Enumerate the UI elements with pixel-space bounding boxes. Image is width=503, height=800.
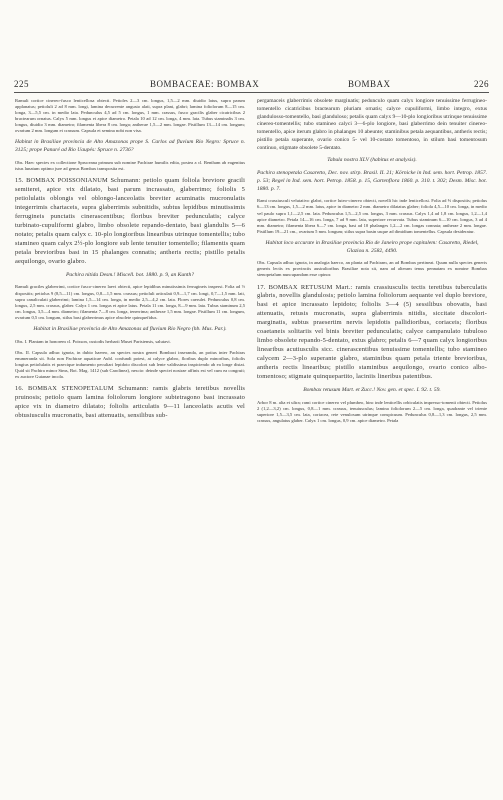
small-paragraph: Rami crassiusculi velutativo glabri, cortice luteo-cinereo obtecti, novelli hic inde lenticellosi. Folia ad ⅔ dispositis; petiolus 6—13 cm. longus, 1,5—2 mm. latus, apice in diametro 2 mm. diametro dilatatus glaber; foliola 4,5—10 cm. longa, in medio vel paulo supra 1,1—2,5 cm. lata. Pedunculus 1,5—2,5 cm. longus, 3 mm. crassus. Calyx 1,4 ad 1,8 cm. longus, 1,2—1,4 apice diametro. Petala 14—16 cm. longa, 7 ad 9 mm. lata, superiore recurvata. Tubus staminum 6—10 cm. longus, 3 ad 4 mm. diametro; filamenta libera 6—7 cm. longa, basi ad 10 phalanges 1,2—2 cm. longas connata; antherae 2 mm. longae. Pistillum 19—21 cm., ovarium 5 mm. longum; stilus supra basin usque ad dimidium tomentellus. Capsula desideratur.: [257, 198, 487, 234]
citation-paragraph: Habitat loco accurate in Brasiliae provincia Rio de Janeiro prope capitalem: Casaretto, Riedel, Glaziou n. 2582, 4490.: [265, 239, 479, 254]
small-paragraph: Ramuli graciles glaberrimi, cortice fusco-cinereo laevi obtecti, apice lepidibus minutissimis ferrugineis inspersi. Folia ad ½ dispositis; petiolus 9 (8,5—11) cm. longus, 0,8—1,5 mm. crassus; petioluli articulati 0,9—1,7 cm. longi, 0,7—1,5 mm. lati, supra canaliculati glaberrimi; lamina 1,5—14 cm. longa, in medio 2,5—4,2 cm. lata. Flores caerulei. Pedunculus 0,8 cm. longus, 2,5 mm. crassus, glaber. Calyx 1 cm. longus et apice latus. Petala 11 cm. longa, 8—9 mm. lata. Tubus staminum 2,5 cm. longus, 3,5—4 mm. diametro; filamenta 7—8 cm. longa, tenerrima; antherae 1,5 mm. longae. Pistillum 11 cm. longum, ovarium 0,5 cm. longum, stilus basi glaberrimus apice obsolete quinquefidus.: [15, 284, 245, 320]
left-running-title: BOMBACEAE: BOMBAX: [150, 79, 260, 89]
citation-paragraph: Pachira stenopetala Casaretto, Dec. nov. stirp. Brasil. II. 21; Körnicke in Ind. sem. hort. Petrop. 1857. p. 53; Regel in Ind. sem. hort. Petrop. 1858. p. 15, Gartenflora 1860. p. 310. t. 302; Desm. Misc. bot. 1880. p. 7.: [257, 170, 487, 192]
small-paragraph: Obs. II. Capsula adhuc ignota, in dubio haereo, an species nostra generi Bombaci inseranda, an potius inter Pachiras enumeranda sit. Sola non Pachirae aquaticae Aubl. confundi potest, at calyce glabro, floribus duplo minoribus, foliolis longius petiolulatis et praecique indumento peculiari lepidoto discolori sub lente valdissima inspiciendo ab ea longe distat. Quid sit Pachira minor Sims, Bot. Mag. 1412 (sub Carolinea), nescio: deinde speciei nostrae affinis est vel cum ea congruit; ex auctore Guianae incola.: [15, 349, 245, 379]
species-heading: 16. BOMBAX STENOPETALUM Schumann: ramis glabris teretibus novellis pruinosis; petiolo quam lamina foliolorum longiore subtetragono basi incrassato apice vix in diametro dilatato; foliolis articulatis 9—11 lanceolatis acutis vel obtusiusculis mucronatis, basi attenuatis, sensilibus sub-: [15, 385, 245, 419]
right-page-number: 226: [474, 79, 489, 89]
small-paragraph: Obs. Capsula adhuc ignota, in analogia haerco, an planta ad Pachiram, an ad Bombax pertineat. Quum nulla species generis generis lectis ex provinciis australioribus Brasiliae nota sit, nam ad alteram tenus pennatam ex nomine Bombax stenopetalum nuncupandam esse opinor.: [257, 260, 487, 278]
right-running-title: BOMBAX: [348, 79, 391, 89]
small-paragraph: Obs. I. Plantam in honorem cl. Poisson, custodis herbarii Musei Parisiensis, salutavi.: [15, 338, 171, 344]
left-column: [15, 98, 245, 426]
small-paragraph: Obs. Haec species ex collectione Spruceana primum sub nomine Pachirae humilis edita, postea a cl. Bentham ab eagenitus istus lunatum optimo jure ad genus Bombax transposita est.: [15, 159, 245, 171]
species-heading: 17. BOMBAX RETUSUM Mart.: ramis crassiusculis tectis teretibus tuberculatis glabris, novellis glandulosis; petiolo lamina foliolorum aequante vel duplo breviore, basi et apice incrassato lepidoto; foliolis 3—4 (5) sessilibus obovatis, basi attenuatis, retusis mucronatis, supra glaberrimis nitidis, siccitate discolori-marginatis, subtus praesertim nervis lepidotis pallidioribus, coriaceis; floribus coaetaneis solitariis vel binis breviter pedunculatis; calyce campanulato tubuloso limbo obsolete repando-5-dentato, extus glabro; petalis 6—7 quam calyx longioribus linearibus acutiusculis sicc. cinerascentibus tenuissime tomentellis; tubo stamineo calycem 2—3-plo superante glabro, staminibus quam petala triente brevioribus, antheris rectis linearibus; pistillo staminibus aequilongo, ovario conico albo-tomentoso; stigmate quinquepartito, laciniis lineribus patentibus.: [257, 283, 487, 381]
running-head: [14, 79, 489, 91]
citation-paragraph: Habitat in Brasiliae provincia de Alto Amazonas prope S. Carlos ad fluvium Rio Negro: Spruce n. 3125; prope Panuré ad Rio Uaupés: Spruce n. 2736?: [15, 139, 245, 154]
citation-paragraph: Bombax retusum Mart. et Zucc.! Nov. gen. et spec. I. 92. t. 59.: [303, 387, 441, 394]
species-heading: 15. BOMBAX POISSONIANUM Schumann: petiolo quam foliola breviore gracili semiterei, apice vix dilatato, basi parum incrassato, glaberrimo; foliolis 5 petiolulatis oblongis vel oblongo-lanceolatis breviter acuminatis mucronulatis integerrimis chartaceis, supra glaberrimis subnitidis, subtus lepidibus minutissimis ferrugineis punctatis cinerascentibus; floribus breviter pedunculatis; calyce turbinato-cupuliformi glabro, limbo obsolete repando-dentato, basi glandulis 5—6 notato; petalis quam calyx c. 10-plo longioribus linearibus utrinque tomentellis; tubo stamineo quam calyx 2½-plo longiore sub lente tenuiter tomentello; filamentis quam petala brevioribus basi in 15 phalanges connatis; antheris rectis; pistillo petalis aequilongo, ovario glabro.: [15, 177, 245, 265]
small-paragraph: Arbor 8 m. alta et ultra; rami cortice cinereo vel plumbeo, hinc inde lenticellis orbiculatis impresso-tomenti obtecti. Petiolus 2 (1,2—3,2) cm. longus, 0,8—1 mm. crassus, tenuiusculus; lamina foliolorum 2—5 cm. longa, quadrante vel triente superiore 1,5—3,5 cm. lata, coriacea, rete venulosum utrinque conspicuum. Pedunculus 0,8—1,3 cm. longus, 2,5 mm. crassus, angulatus glaber. Calyx 1 cm. longus, 0,9 cm. apice diametro. Petala: [257, 399, 487, 424]
header-rule: [14, 92, 489, 93]
right-column: [257, 98, 487, 429]
citation-paragraph: Pachira nitida Desm.! Miscell. bot. 1880. p. 9, an Kunth?: [65, 271, 195, 278]
paragraph: pergamaceis glaberrimis obsolete marginatis; pedunculo quam calyx longiore tenuissime ferrugineo-tomentello cicatricibus bractearum pluriam ornatis; calyce cupuliformi, limbo integro, extus glandulosso-tomentello, basi glanduloso; petalis quam calyx 9—10-plo longioribus utrinque tenuissime cinereo-tomentellis; tubo stamineo calyci 3—6-plo longiore, basi glaberrimo dein tenuiter cinereo-tomentello, apice iterum glabro in phalanges 10 abeunte; staminibus petala aequantibus, antheris rectis; pistillo petala superante, ovario conico 5- vel 10-costato tomentoso, in stilum basi tomentosum continuo, stigmate obsolete 5-dentato.: [257, 98, 487, 151]
citation-paragraph: Tabula nostra XLV (habitus et analysis).: [327, 157, 417, 164]
small-paragraph: Ramuli cortice cinereo-fusco lenticellosa obtecti. Petioles 2—3 cm. longus, 1,5—2 mm. diuidio latus, supra parum applanatus; petioluli 2 ad 8 mm. longi, lamina decurrente angusto alati, supra plani, glabri; lamina foliolorum 8—15 cm. longa, 3—5,5 cm. in medio lata. Pedunculus 4,5 ad 5 cm. longus, 1 mm. crassus, fusco gracilis glaber cicatricibus 2 bractearum ornatus. Calyx 5 mm. longus et apice diametro. Petala 10 ad 12 cm. longa, 4 mm. lata. Tubus staminalis 3 cm. longus, diuidio 3 mm. diametro; filamenta libera 8 cm. longa; antherae 1,5—2 mm. longae. Pistillum 13—14 cm. longum; ovarium 2 mm. longum et crassum. Capsula et semina nobi non visa.: [15, 98, 245, 134]
citation-paragraph: Habitat in Brasiliae provincia de Alto Amazonas ad fluvium Rio Negro (hb. Mus. Par.).: [33, 325, 227, 332]
left-page-number: 225: [14, 79, 29, 89]
